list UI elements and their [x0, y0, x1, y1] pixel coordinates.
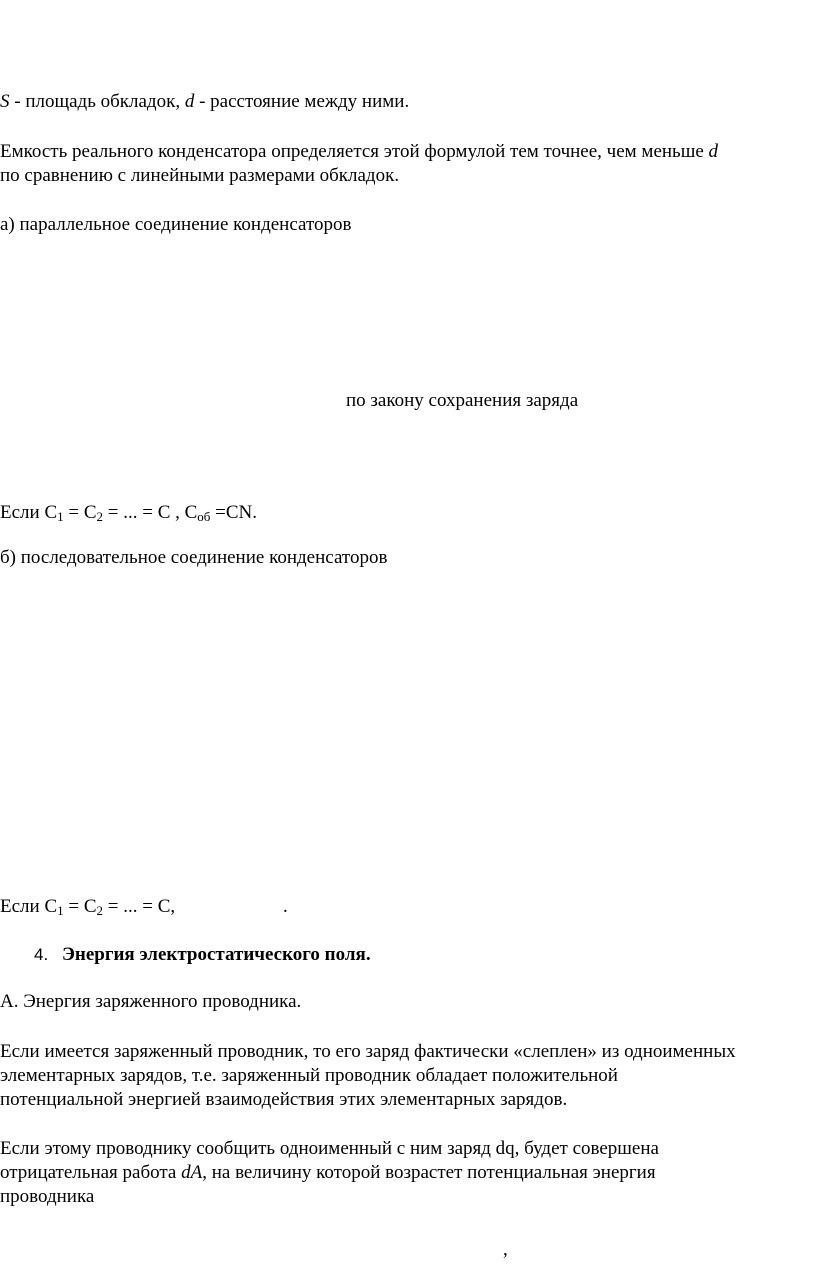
symbol-d-2: d	[708, 141, 719, 162]
symbol-d: d	[184, 91, 195, 112]
eq-text: = С	[63, 896, 97, 917]
definition-text-2: - расстояние между ними.	[194, 91, 410, 112]
eq-text: = ... = С , С	[103, 502, 198, 523]
definition-line	[0, 90, 409, 114]
charge-conservation-text: по закону сохранения заряда	[346, 390, 579, 411]
eq-text: = ... = С,	[103, 896, 176, 917]
eq-subscript: 2	[96, 509, 104, 524]
conductor-paragraph-line-1: Если имеется заряженный проводник, то его заряд фактически «слеплен» из одноименных	[0, 1041, 736, 1062]
series-equation	[0, 895, 175, 919]
eq-subscript: 2	[96, 903, 104, 918]
eq-text: Если С	[0, 502, 58, 523]
symbol-s: S	[0, 91, 10, 112]
eq-text: = С	[63, 502, 97, 523]
conductor-paragraph-line-3: потенциальной энергией взаимодействия этих элементарных зарядов.	[0, 1089, 568, 1110]
work-paragraph-line-1: Если этому проводнику сообщить одноименный с ним заряд dq, будет совершена	[0, 1138, 659, 1159]
parallel-connection-heading: а) параллельное соединение конденсаторов	[0, 214, 352, 235]
work-paragraph-line-2	[0, 1161, 656, 1185]
eq-subscript: 1	[57, 903, 64, 918]
eq-text: =CN.	[210, 502, 258, 523]
eq-subscript: 1	[57, 509, 64, 524]
work-paragraph-line-3: проводника	[0, 1186, 95, 1207]
section-title: Энергия электростатического поля.	[62, 944, 371, 965]
work-text: , на величину которой возрастет потенциальная энергия	[202, 1162, 656, 1183]
conductor-paragraph-line-2: элементарных зарядов, т.е. заряженный проводник обладает положительной	[0, 1065, 618, 1086]
definition-text-1: - площадь обкладок,	[9, 91, 185, 112]
eq-text: Если С	[0, 896, 58, 917]
subsection-a-heading: А. Энергия заряженного проводника.	[0, 991, 302, 1012]
capacitance-note-line-1	[0, 140, 718, 164]
work-text: отрицательная работа	[0, 1162, 182, 1183]
section-number: 4.	[34, 945, 49, 964]
capacitance-note-text: Емкость реального конденсатора определяется этой формулой тем точнее, чем меньше	[0, 141, 709, 162]
eq-subscript: об	[197, 509, 211, 524]
series-connection-heading: б) последовательное соединение конденсаторов	[0, 547, 388, 568]
capacitance-note-line-2: по сравнению с линейными размерами обкладок.	[0, 165, 400, 186]
symbol-dA: dA	[181, 1162, 203, 1183]
trailing-comma: ,	[503, 1239, 508, 1260]
series-equation-dot: .	[283, 896, 288, 917]
parallel-equation	[0, 501, 257, 525]
